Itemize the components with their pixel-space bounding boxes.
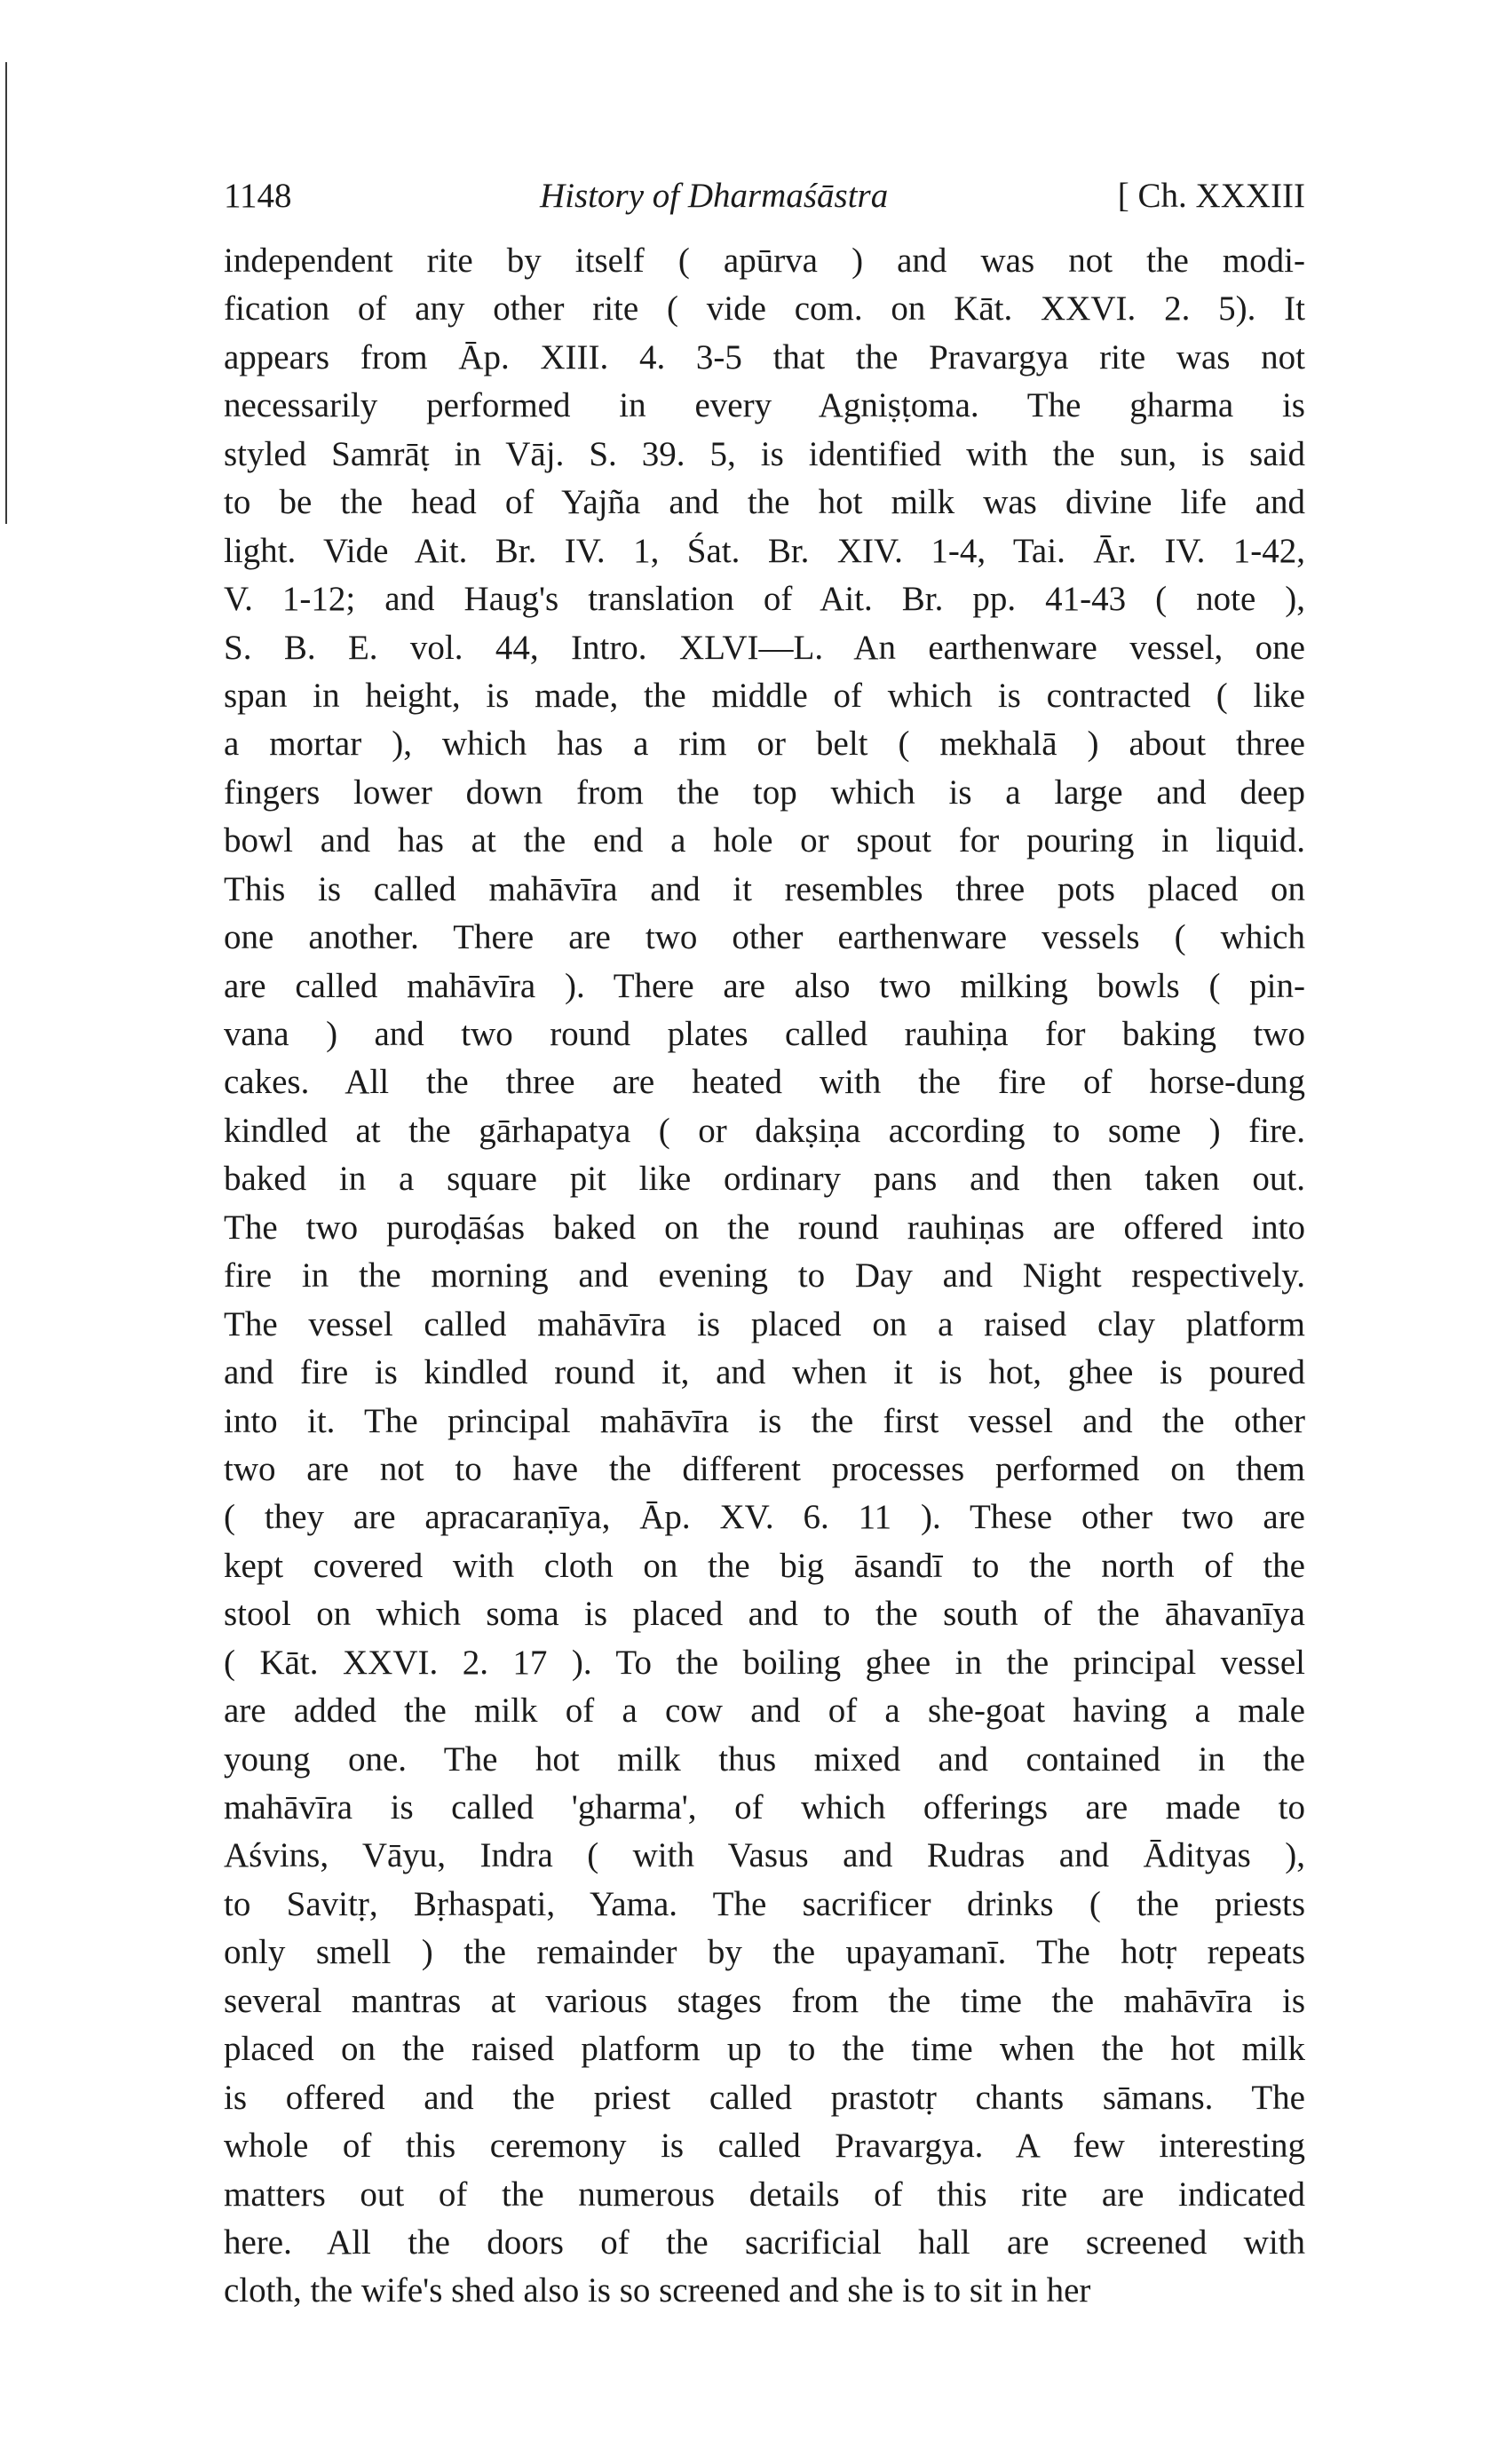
text-line: are called mahāvīra ). There are also two milking bowls ( pin- — [224, 966, 1305, 1005]
text-line: light. Vide Ait. Br. IV. 1, Śat. Br. XIV. 1-4, Tai. Ār. IV. 1-42, — [224, 531, 1305, 570]
text-line: here. All the doors of the sacrificial hall are screened with — [224, 2222, 1305, 2262]
text-line: is offered and the priest called prastotṛ chants sāmans. The — [224, 2078, 1305, 2117]
text-line: only smell ) the remainder by the upayamanī. The hotṛ repeats — [224, 1933, 1305, 1972]
text-line: and fire is kindled round it, and when it is hot, ghee is poured — [224, 1353, 1305, 1392]
text-line: several mantras at various stages from the time the mahāvīra is — [224, 1981, 1305, 2020]
text-line: cakes. All the three are heated with the fire of horse-dung — [224, 1063, 1305, 1102]
text-line: This is called mahāvīra and it resembles three pots placed on — [224, 869, 1305, 908]
text-line: necessarily performed in every Agniṣṭoma. The gharma is — [224, 386, 1305, 425]
body-text — [224, 237, 1305, 2316]
running-head — [224, 174, 1305, 218]
running-title: History of Dharmaśāstra — [540, 177, 889, 215]
scan-edge-line — [5, 62, 7, 524]
text-line: V. 1-12; and Haug's translation of Ait. Br. pp. 41-43 ( note ), — [224, 580, 1305, 619]
text-line: are added the milk of a cow and of a she-goat having a male — [224, 1692, 1305, 1731]
page-number: 1148 — [224, 177, 292, 215]
text-line: a mortar ), which has a rim or belt ( mekhalā ) about three — [224, 725, 1305, 764]
text-line: appears from Āp. XIII. 4. 3-5 that the Pravargya rite was not — [224, 337, 1305, 376]
text-line: Aśvins, Vāyu, Indra ( with Vasus and Rudras and Ādityas ), — [224, 1836, 1305, 1875]
text-line: fire in the morning and evening to Day and Night respectively. — [224, 1256, 1305, 1295]
text-line: whole of this ceremony is called Pravargya. A few interesting — [224, 2127, 1305, 2166]
text-line: ( Kāt. XXVI. 2. 17 ). To the boiling ghee in the principal vessel — [224, 1643, 1305, 1682]
text-line: bowl and has at the end a hole or spout for pouring in liquid. — [224, 821, 1305, 860]
text-line: span in height, is made, the middle of which is contracted ( like — [224, 676, 1305, 715]
text-line: vana ) and two round plates called rauhiṇa for baking two — [224, 1015, 1305, 1053]
text-line: S. B. E. vol. 44, Intro. XLVI—L. An earthenware vessel, one — [224, 628, 1305, 667]
text-line: kindled at the gārhapatya ( or dakṣiṇa according to some ) fire. — [224, 1111, 1305, 1150]
text-line: into it. The principal mahāvīra is the first vessel and the other — [224, 1401, 1305, 1440]
text-line: The vessel called mahāvīra is placed on a raised clay platform — [224, 1304, 1305, 1343]
text-line: The two puroḍāśas baked on the round rauhiṇas are offered into — [224, 1208, 1305, 1247]
text-line: matters out of the numerous details of this rite are indicated — [224, 2175, 1305, 2214]
text-line: two are not to have the different processes performed on them — [224, 1449, 1305, 1488]
text-line: styled Samrāṭ in Vāj. S. 39. 5, is identified with the sun, is said — [224, 434, 1305, 473]
text-line: ( they are apracaraṇīya, Āp. XV. 6. 11 ). These other two are — [224, 1498, 1305, 1537]
text-line: one another. There are two other earthenware vessels ( which — [224, 918, 1305, 957]
text-line: cloth, the wife's shed also is so screened and she is to sit in her — [224, 2271, 1091, 2310]
text-line: to be the head of Yajña and the hot milk was divine life and — [224, 483, 1305, 522]
text-line: to Savitṛ, Bṛhaspati, Yama. The sacrificer drinks ( the priests — [224, 1884, 1305, 1923]
text-line: mahāvīra is called 'gharma', of which offerings are made to — [224, 1788, 1305, 1826]
text-line: stool on which soma is placed and to the south of the āhavanīya — [224, 1595, 1305, 1634]
text-line: baked in a square pit like ordinary pans and then taken out. — [224, 1160, 1305, 1199]
text-line: kept covered with cloth on the big āsandī to the north of the — [224, 1546, 1305, 1585]
text-line: fingers lower down from the top which is a large and deep — [224, 772, 1305, 812]
text-line: placed on the raised platform up to the time when the hot milk — [224, 2030, 1305, 2069]
text-line: independent rite by itself ( apūrva ) and was not the modi- — [224, 242, 1305, 280]
chapter-label: [ Ch. XXXIII — [1117, 177, 1305, 215]
text-line: young one. The hot milk thus mixed and contained in the — [224, 1739, 1305, 1779]
text-line: fication of any other rite ( vide com. on Kāt. XXVI. 2. 5). It — [224, 289, 1305, 329]
